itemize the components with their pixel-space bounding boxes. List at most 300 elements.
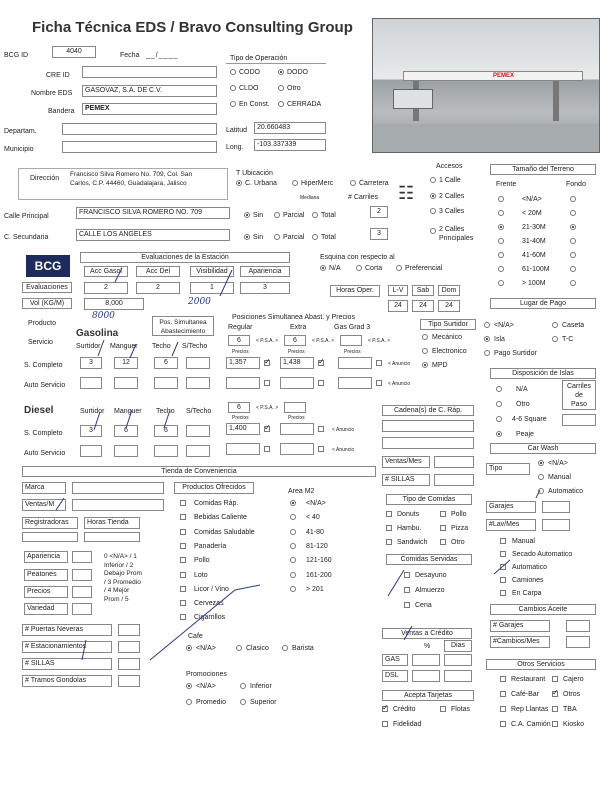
cafe-barista-radio[interactable] — [282, 645, 288, 651]
precio-extra-field[interactable]: 1,438 — [280, 357, 314, 369]
ubic-urbana-radio[interactable] — [236, 180, 242, 186]
carriles-paso-field[interactable] — [562, 414, 596, 426]
tienda-puertas-field[interactable] — [118, 624, 140, 636]
terreno-frente-radio[interactable] — [498, 238, 504, 244]
eval-visibilidad-value[interactable]: 1 — [190, 282, 234, 294]
dsl-auto-surtidor[interactable] — [80, 445, 102, 457]
op-cerrada-radio[interactable] — [278, 101, 284, 107]
surt-mpd-radio[interactable] — [422, 362, 428, 368]
terreno-size-label: > 100M — [522, 280, 546, 287]
lugar-pago-title: Lugar de Pago — [490, 298, 596, 309]
disp-otro-radio[interactable] — [496, 401, 502, 407]
rating-scale-line: / 3 Promedio — [104, 578, 141, 586]
esquina-title: Esquina con respecto al — [320, 254, 395, 261]
vol-field[interactable]: 8,000 — [84, 298, 144, 310]
op-cerrada-label: CERRADA — [287, 101, 322, 108]
acc-1-radio[interactable] — [430, 177, 436, 183]
op-cldo-label: CLDO — [239, 85, 259, 92]
eval-acc-del-value[interactable]: 2 — [136, 282, 180, 294]
cambios-garajes-field[interactable] — [566, 620, 590, 632]
dsl-auto-precio-2[interactable] — [280, 443, 314, 455]
gas-auto-manguer[interactable] — [114, 377, 138, 389]
cafe-na-radio[interactable] — [186, 645, 192, 651]
cambios-garajes-label: # Garajes — [490, 620, 550, 632]
area-label: 41-80 — [306, 528, 324, 536]
promo-inferior-radio[interactable] — [240, 683, 246, 689]
disp-na-radio[interactable] — [496, 386, 502, 392]
terreno-frente-radio[interactable] — [498, 252, 504, 258]
cw-opt-carpa-check[interactable] — [500, 590, 506, 596]
eval-apariencia-value[interactable]: 3 — [240, 282, 290, 294]
cp-sin-label: Sin — [253, 212, 264, 219]
otro-servicio-check[interactable] — [552, 721, 558, 727]
producto-check[interactable] — [180, 557, 186, 563]
tarjeta-fidelidad-check[interactable] — [382, 721, 388, 727]
dsl-precio-2-check[interactable] — [318, 426, 324, 432]
tienda-title: Tienda de Conveniencia — [22, 466, 376, 477]
area-label: <N/A> — [306, 500, 326, 507]
op-codo-radio[interactable] — [230, 69, 236, 75]
cw-lav-mes-field[interactable] — [542, 519, 570, 531]
horas-lv-field[interactable]: 24 — [388, 300, 408, 312]
cw-opt-secado-label: Secado Automatico — [512, 551, 573, 558]
cs-parcial-label: Parcial — [283, 234, 305, 241]
area-radio[interactable] — [290, 500, 296, 506]
credito-gas-pct[interactable] — [412, 654, 440, 666]
calle-principal-label: Calle Principal — [4, 213, 49, 220]
precio-grad3-field[interactable] — [338, 357, 372, 369]
ubic-carretera-radio[interactable] — [350, 180, 356, 186]
pago-caseta-label: Caseta — [562, 322, 585, 329]
cs-carriles-field[interactable]: 3 — [370, 228, 388, 240]
gas-auto-stecho[interactable] — [186, 377, 210, 389]
dsl-pos-field[interactable]: 6 — [228, 402, 250, 413]
cre-id-field[interactable] — [82, 66, 217, 78]
gasolina-label: Gasolina — [76, 328, 119, 339]
pos-sim-line-1: Pos. Simultanea — [159, 319, 207, 326]
cw-garajes-field[interactable] — [542, 501, 570, 513]
cadena-field-2[interactable] — [382, 437, 474, 449]
comida-hambu-check[interactable] — [386, 525, 392, 531]
terreno-frente-radio[interactable] — [498, 224, 504, 230]
ventas-credito-title: Ventas a Crédito — [382, 628, 472, 639]
acepta-tarjetas-title: Acepta Tarjetas — [382, 690, 474, 701]
terreno-fondo-radio[interactable] — [570, 224, 576, 230]
dsl-surtidor-field[interactable]: 3 — [80, 425, 102, 437]
terreno-fondo-radio[interactable] — [570, 210, 576, 216]
acc-2-label: 2 Calles — [439, 193, 465, 200]
otro-servicio-check[interactable] — [500, 706, 506, 712]
anuncio-gas: < Anuncio — [388, 361, 411, 367]
tienda-horas-label: Horas Tienda — [84, 517, 140, 529]
municipio-label: Municipio — [4, 146, 34, 153]
pos-regular-field[interactable]: 6 — [228, 335, 250, 346]
page-title: Ficha Técnica EDS / Bravo Consulting Group — [32, 19, 353, 36]
pago-caseta-radio[interactable] — [552, 322, 558, 328]
tienda-variedad-field[interactable] — [72, 603, 92, 615]
credito-dsl-pct[interactable] — [412, 670, 440, 682]
producto-check[interactable] — [180, 543, 186, 549]
hand-stroke-5 — [172, 342, 178, 356]
vm-sillas-field[interactable] — [434, 474, 474, 486]
terreno-fondo-radio[interactable] — [570, 252, 576, 258]
surt-electronico-label: Electronico — [432, 348, 467, 355]
surt-mecanico-radio[interactable] — [422, 334, 428, 340]
producto-label: Panadería — [194, 542, 227, 550]
gas-auto-extra-check[interactable] — [318, 380, 324, 386]
tienda-peatones-label: Peatones — [24, 569, 68, 581]
comida-donuts-label: Donuts — [397, 511, 420, 518]
comida-pollo-check[interactable] — [440, 511, 446, 517]
cp-carriles-field[interactable]: 2 — [370, 206, 388, 218]
tienda-precios-label: Precios — [24, 586, 68, 598]
credito-pct-label: % — [424, 643, 431, 650]
photo-pemex-sign: PEMEX — [493, 73, 515, 79]
dsl-surtidor-col: Surtidor — [80, 408, 105, 415]
terreno-frente-label: Frente — [496, 181, 517, 188]
tienda-puertas-label: # Puertas Neveras — [22, 624, 112, 636]
pago-isla-label: Isla — [494, 336, 505, 343]
gas-auto-grad3[interactable] — [338, 377, 372, 389]
terreno-size-label: 41-60M — [522, 252, 546, 259]
precio-regular-check[interactable] — [264, 360, 270, 366]
longitud-field[interactable]: -103.337339 — [254, 139, 326, 151]
ubic-carretera-label: Carretera — [359, 180, 389, 187]
terreno-fondo-radio[interactable] — [570, 196, 576, 202]
otro-servicio-label: Kiosko — [563, 721, 585, 728]
tienda-marca-field[interactable] — [72, 482, 164, 494]
cadena-field-1[interactable] — [382, 420, 474, 432]
terreno-size-label: 31-40M — [522, 238, 546, 245]
otro-servicio-label: Cajero — [563, 676, 584, 683]
tienda-estac-label: # Estacionamientos — [22, 641, 112, 653]
cp-total-label: Total — [321, 212, 336, 219]
tienda-peatones-field[interactable] — [72, 569, 92, 581]
tienda-horas-field[interactable] — [84, 532, 140, 542]
dsl-stecho-field[interactable] — [186, 425, 210, 437]
municipio-field[interactable] — [62, 141, 217, 153]
bcg-id-label: BCG ID — [4, 52, 29, 59]
producto-check[interactable] — [180, 529, 186, 535]
area-title: Area M2 — [288, 488, 315, 495]
cw-opt-camiones-check[interactable] — [500, 577, 506, 583]
gas-auto-surtidor[interactable] — [80, 377, 102, 389]
dsl-auto-stecho[interactable] — [186, 445, 210, 457]
pago-surtidor-label: Pago Surtidor — [494, 350, 537, 357]
area-radio[interactable] — [290, 529, 296, 535]
pago-na-radio[interactable] — [484, 322, 490, 328]
disp-na-label: N/A — [516, 386, 528, 393]
servicio-label: Servicio — [28, 339, 53, 346]
comida-otro-label: Otro — [451, 539, 465, 546]
horas-sab-field[interactable]: 24 — [412, 300, 434, 312]
carriles-paso-2: de — [575, 392, 583, 399]
tarjeta-flotas-check[interactable] — [440, 706, 446, 712]
terreno-fondo-radio[interactable] — [570, 280, 576, 286]
cp-parcial-radio[interactable] — [274, 212, 280, 218]
handwritten-vol-1: 8000 — [92, 311, 115, 321]
dsl-auto-precio-check[interactable] — [264, 446, 270, 452]
area-radio[interactable] — [290, 586, 296, 592]
area-radio[interactable] — [290, 557, 296, 563]
pago-surtidor-radio[interactable] — [484, 350, 490, 356]
ventas-mes-field[interactable] — [434, 456, 474, 468]
acc-3-radio[interactable] — [430, 208, 436, 214]
gas-surtidor-col: Surtidor — [76, 343, 101, 350]
terreno-fondo-radio[interactable] — [570, 266, 576, 272]
cp-total-radio[interactable] — [312, 212, 318, 218]
op-otro-radio[interactable] — [278, 85, 284, 91]
gas-auto-techo[interactable] — [154, 377, 178, 389]
gas-manguer-col: Manguer — [110, 343, 138, 350]
precios-regular-label: Precios — [232, 349, 249, 355]
mediana-label: Mediana — [300, 195, 320, 201]
tienda-registradoras-label: Registradoras — [22, 517, 78, 529]
servida-cena-check[interactable] — [404, 602, 410, 608]
cafe-barista-label: Barista — [292, 645, 314, 652]
gas-manguer-field[interactable]: 12 — [114, 357, 138, 369]
esq-corta-radio[interactable] — [356, 265, 362, 271]
evaluaciones-label: Evaluaciones — [22, 282, 72, 293]
tarjeta-fidelidad-label: Fidelidad — [393, 721, 422, 728]
gas-stecho-field[interactable] — [186, 357, 210, 369]
cw-opt-auto-check[interactable] — [500, 564, 506, 570]
cw-manual-label: Manual — [548, 474, 571, 481]
otro-servicio-label: Café-Bar — [511, 691, 540, 698]
horas-dom-field[interactable]: 24 — [438, 300, 460, 312]
producto-label: Cigarrillos — [194, 614, 226, 622]
comida-donuts-check[interactable] — [386, 511, 392, 517]
comida-pollo-label: Pollo — [451, 511, 467, 518]
cafe-clasico-radio[interactable] — [236, 645, 242, 651]
pago-tc-radio[interactable] — [552, 336, 558, 342]
tienda-variedad-label: Variedad — [24, 603, 68, 615]
surt-electronico-radio[interactable] — [422, 348, 428, 354]
calle-principal-field[interactable]: FRANCISCO SILVA ROMERO NO. 709 — [76, 207, 230, 219]
otro-servicio-check[interactable] — [552, 691, 558, 697]
op-dodo-radio[interactable] — [278, 69, 284, 75]
comida-sandwich-check[interactable] — [386, 539, 392, 545]
cs-sin-label: Sin — [253, 234, 264, 241]
producto-label: Pollo — [194, 557, 210, 565]
disp-peaje-radio[interactable] — [496, 431, 502, 437]
pos-extra-field[interactable]: 6 — [284, 335, 306, 346]
ubic-hipermerc-radio[interactable] — [292, 180, 298, 186]
credito-gas-dias[interactable] — [444, 654, 472, 666]
psa-extra: < P.S.A. > — [312, 338, 335, 344]
cw-lav-mes-label: #Lav/Mes — [486, 519, 536, 531]
traffic-light-icon: ☷ — [398, 183, 415, 203]
eval-acc-gasol-value[interactable]: 2 — [84, 282, 128, 294]
acc-2-radio[interactable] — [430, 193, 436, 199]
pago-isla-radio[interactable] — [484, 336, 490, 342]
cw-auto-radio[interactable] — [538, 488, 544, 494]
gas-surtidor-field[interactable]: 3 — [80, 357, 102, 369]
ubic-hipermerc-label: HiperMerc — [301, 180, 334, 187]
cs-total-radio[interactable] — [312, 234, 318, 240]
eval-col-acc-gasol: Acc Gasol — [84, 266, 128, 277]
rating-scale-line: 0 <N/A> / 1 — [104, 553, 137, 560]
tienda-sillas-field[interactable] — [118, 658, 140, 670]
c-secundaria-field[interactable]: CALLE LOS ANGELES — [76, 229, 230, 241]
producto-check[interactable] — [180, 614, 186, 620]
psa-grad3: < P.S.A. > — [368, 338, 391, 344]
otro-servicio-check[interactable] — [500, 691, 506, 697]
surt-mecanico-label: Mecánico — [432, 334, 462, 341]
ubic-urbana-label: C. Urbana — [245, 180, 277, 187]
area-label: 161-200 — [306, 571, 332, 579]
cw-na-radio[interactable] — [538, 460, 544, 466]
cre-id-label: CRE ID — [46, 72, 70, 79]
acc-3-label: 3 Calles — [439, 208, 465, 215]
bcg-id-field[interactable]: 4040 — [52, 46, 96, 58]
terreno-size-label: 21-30M — [522, 224, 546, 231]
tienda-tramos-label: # Tramos Gondolas — [22, 675, 112, 687]
producto-label: Licor / Vino — [194, 585, 229, 593]
latitud-field[interactable]: 20.660483 — [254, 122, 326, 134]
dsl-manguer-field[interactable]: 6 — [114, 425, 138, 437]
dsl-precio-check[interactable] — [264, 426, 270, 432]
tienda-estac-field[interactable] — [118, 641, 140, 653]
cambios-mes-field[interactable] — [566, 636, 590, 648]
op-codo-label: CODO — [239, 69, 260, 76]
promo-na-radio[interactable] — [186, 683, 192, 689]
comidas-servidas-title: Comidas Servidas — [386, 554, 472, 565]
comida-otro-check[interactable] — [440, 539, 446, 545]
vm-sillas-label: # SILLAS — [382, 474, 430, 486]
precios-grad3-label: Precios — [344, 349, 361, 355]
area-radio[interactable] — [290, 572, 296, 578]
dsl-auto-precio-2-check[interactable] — [318, 446, 324, 452]
tienda-ventas-field[interactable] — [72, 499, 164, 511]
esq-pref-radio[interactable] — [396, 265, 402, 271]
credito-dias-label: Dias — [444, 640, 472, 652]
area-label: > 201 — [306, 585, 324, 593]
servida-desayuno-check[interactable] — [404, 572, 410, 578]
extra-label: Extra — [290, 324, 307, 331]
dsl-auto-manguer[interactable] — [114, 445, 138, 457]
dsl-techo-field[interactable]: 6 — [154, 425, 178, 437]
area-label: < 40 — [306, 514, 320, 522]
producto-check[interactable] — [180, 586, 186, 592]
car-wash-title: Car Wash — [490, 443, 596, 454]
pos-grad3-field[interactable] — [340, 335, 362, 346]
credito-dsl-dias[interactable] — [444, 670, 472, 682]
producto-check[interactable] — [180, 514, 186, 520]
area-radio[interactable] — [290, 543, 296, 549]
disp-square-label: 4-6 Square — [512, 416, 547, 423]
cw-opt-manual-check[interactable] — [500, 538, 506, 544]
otro-servicio-check[interactable] — [500, 676, 506, 682]
comida-pizza-check[interactable] — [440, 525, 446, 531]
precio-regular-field[interactable]: 1,357 — [226, 357, 260, 369]
producto-check[interactable] — [180, 572, 186, 578]
gas-techo-field[interactable]: 6 — [154, 357, 178, 369]
otro-servicio-label: Rep Llantas — [511, 706, 549, 713]
dsl-pos-2-field[interactable] — [284, 402, 306, 413]
terreno-frente-radio[interactable] — [498, 280, 504, 286]
dsl-auto-precio[interactable] — [226, 443, 260, 455]
fecha-field[interactable]: __/____ — [146, 52, 179, 59]
comida-hambu-label: Hambu. — [397, 525, 422, 532]
terreno-frente-radio[interactable] — [498, 210, 504, 216]
acc-2p-radio[interactable] — [430, 228, 436, 234]
op-cldo-radio[interactable] — [230, 85, 236, 91]
producto-check[interactable] — [180, 600, 186, 606]
gas-auto-grad3-check[interactable] — [376, 380, 382, 386]
disp-square-radio[interactable] — [496, 416, 502, 422]
gas-auto-regular[interactable] — [226, 377, 260, 389]
gas-auto-servicio-label: Auto Servicio — [24, 382, 66, 389]
tienda-sillas-label: # SILLAS — [22, 658, 112, 670]
esq-na-radio[interactable] — [320, 265, 326, 271]
op-en-const-label: En Const. — [239, 101, 270, 108]
cw-manual-radio[interactable] — [538, 474, 544, 480]
tienda-precios-field[interactable] — [72, 586, 92, 598]
servida-cena-label: Cena — [415, 602, 432, 609]
comida-pizza-label: Pizza — [451, 525, 469, 532]
pos-sim-label — [152, 316, 214, 336]
producto-label: Comidas Saludable — [194, 528, 255, 536]
tienda-registradoras-field[interactable] — [22, 532, 78, 542]
terreno-frente-radio[interactable] — [498, 266, 504, 272]
promo-na-label: <N/A> — [196, 683, 216, 690]
gas-auto-regular-check[interactable] — [264, 380, 270, 386]
rating-scale-line: / 4 Mejor — [104, 587, 130, 594]
producto-check[interactable] — [180, 500, 186, 506]
nombre-field[interactable]: GASOVAZ, S.A. DE C.V. — [82, 85, 217, 97]
cp-sin-radio[interactable] — [244, 212, 250, 218]
dsl-auto-techo[interactable] — [154, 445, 178, 457]
tienda-tramos-field[interactable] — [118, 675, 140, 687]
terreno-fondo-label: Fondo — [566, 181, 586, 188]
otro-servicio-check[interactable] — [500, 721, 506, 727]
otro-servicio-label: Restaurant — [511, 676, 546, 683]
precios-extra-label: Precios — [288, 349, 305, 355]
servida-desayuno-label: Desayuno — [415, 572, 447, 579]
servida-almuerzo-check[interactable] — [404, 587, 410, 593]
tarjeta-credito-check[interactable] — [382, 706, 388, 712]
pos-sim-line-2: Abastecimiento — [160, 328, 206, 335]
dsl-precio-2-field[interactable] — [280, 423, 314, 435]
terreno-fondo-radio[interactable] — [570, 238, 576, 244]
bandera-field[interactable]: PEMEX — [82, 103, 217, 115]
op-en-const-radio[interactable] — [230, 101, 236, 107]
cs-parcial-radio[interactable] — [274, 234, 280, 240]
terreno-frente-radio[interactable] — [498, 196, 504, 202]
gas-auto-extra[interactable] — [280, 377, 314, 389]
promo-promedio-radio[interactable] — [186, 699, 192, 705]
vol-label: Vol (KG/M) — [22, 298, 72, 309]
promo-superior-radio[interactable] — [240, 699, 246, 705]
precio-extra-check[interactable] — [318, 360, 324, 366]
otro-servicio-label: C.A. Camión — [511, 721, 551, 728]
cs-sin-radio[interactable] — [244, 234, 250, 240]
esq-corta-label: Corta — [365, 265, 383, 272]
carriles-paso-3: Paso — [571, 401, 587, 408]
tienda-apariencia-field[interactable] — [72, 551, 92, 563]
tienda-marca-label: Marca — [22, 482, 66, 494]
dsl-precio-field[interactable]: 1,400 — [226, 423, 260, 435]
comida-sandwich-label: Sandwich — [397, 539, 428, 546]
precio-grad3-check[interactable] — [376, 360, 382, 366]
cw-opt-secado-check[interactable] — [500, 551, 506, 557]
departam-field[interactable] — [62, 123, 217, 135]
otro-servicio-check[interactable] — [552, 676, 558, 682]
bcg-logo: BCG — [26, 255, 70, 277]
area-radio[interactable] — [290, 514, 296, 520]
otro-servicio-check[interactable] — [552, 706, 558, 712]
